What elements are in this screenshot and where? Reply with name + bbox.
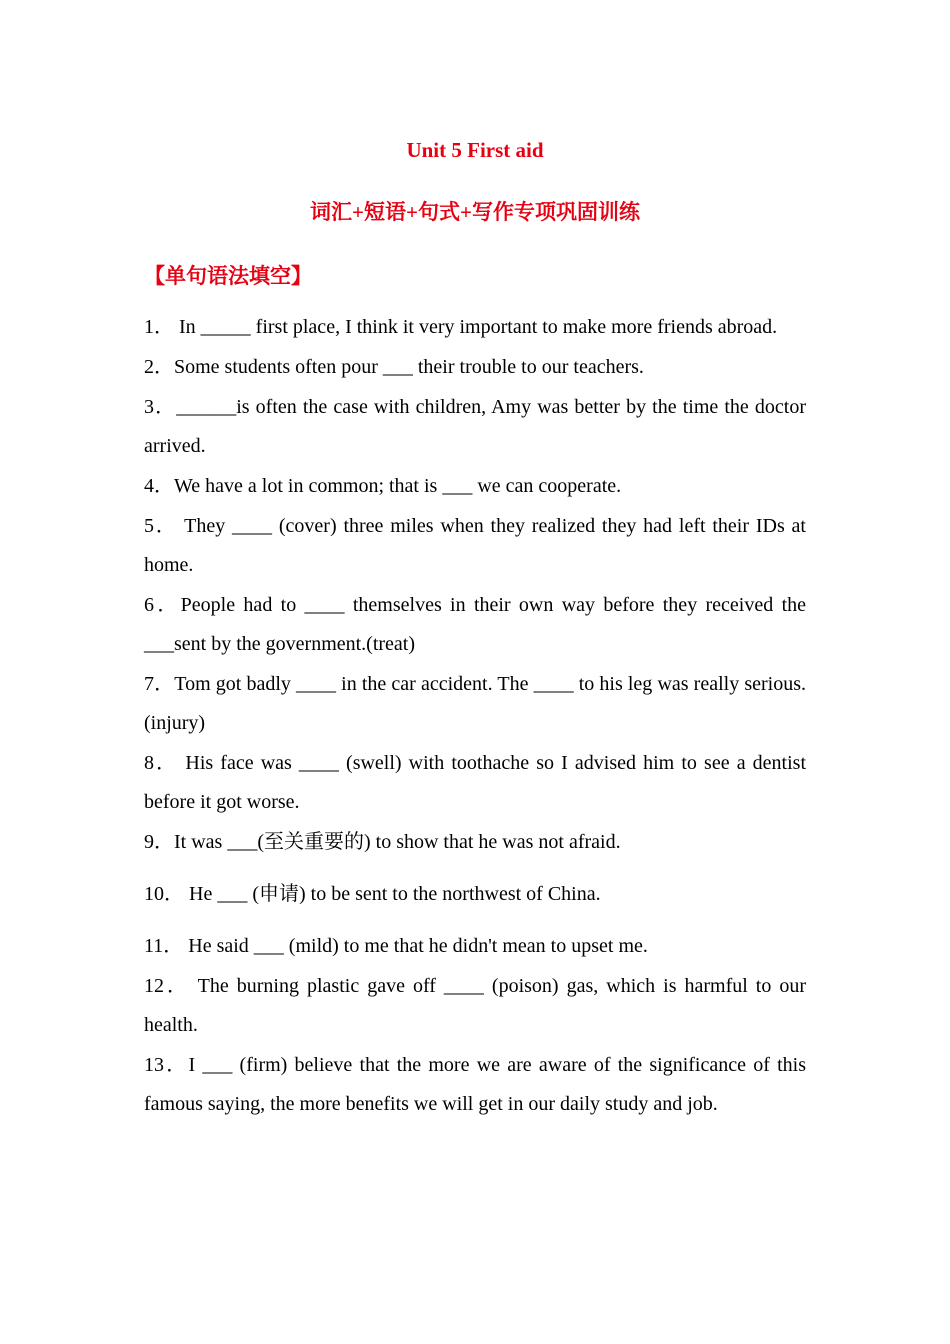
question-text: We have a lot in common; that is ___ we can cooperate. bbox=[174, 475, 622, 497]
question-number: 9． bbox=[144, 831, 174, 853]
question-item bbox=[144, 1046, 806, 1124]
question-text: His face was ____ (swell) with toothache so I advised him to see a dentist before it got worse. bbox=[144, 752, 807, 813]
question-number: 10． bbox=[144, 883, 184, 905]
section-heading: 【单句语法填空】 bbox=[144, 264, 312, 288]
question-number: 3． bbox=[144, 396, 177, 418]
question-item bbox=[144, 875, 806, 914]
question-number: 2． bbox=[144, 356, 174, 378]
question-number: 5． bbox=[144, 515, 178, 537]
question-number: 1． bbox=[144, 316, 174, 338]
question-item bbox=[144, 823, 806, 862]
question-text: The burning plastic gave off ____ (poison) gas, which is harmful to our health. bbox=[144, 975, 807, 1036]
question-text: He said ___ (mild) to me that he didn't mean to upset me. bbox=[188, 935, 648, 957]
question-number: 7． bbox=[144, 673, 175, 695]
question-text: People had to ____ themselves in their own way before they received the ___sent by the government.(treat) bbox=[144, 594, 807, 655]
question-list bbox=[144, 308, 806, 1125]
question-number: 12． bbox=[144, 975, 191, 997]
question-text: Some students often pour ___ their trouble to our teachers. bbox=[174, 356, 644, 378]
question-item bbox=[144, 308, 806, 347]
question-text: It was ___(至关重要的) to show that he was not afraid. bbox=[174, 831, 621, 853]
question-item bbox=[144, 348, 806, 387]
question-text: ______is often the case with children, Amy was better by the time the doctor arrived. bbox=[144, 396, 807, 457]
question-text: They ____ (cover) three miles when they realized they had left their IDs at home. bbox=[144, 515, 806, 576]
question-text: Tom got badly ____ in the car accident. The ____ to his leg was really serious.(injury) bbox=[144, 673, 806, 734]
question-number: 11． bbox=[144, 935, 184, 957]
question-number: 4． bbox=[144, 475, 174, 497]
question-text: I ___ (firm) believe that the more we are aware of the significance of this famous saying, the more benefits we will get in our daily study and job. bbox=[144, 1054, 806, 1115]
question-item bbox=[144, 967, 806, 1045]
question-item bbox=[144, 744, 806, 822]
question-text: He ___ (申请) to be sent to the northwest of China. bbox=[189, 883, 601, 905]
question-number: 8． bbox=[144, 752, 179, 774]
document-title: Unit 5 First aid bbox=[406, 138, 544, 162]
question-item bbox=[144, 507, 806, 585]
question-number: 13． bbox=[144, 1054, 189, 1076]
question-item bbox=[144, 467, 806, 506]
question-item bbox=[144, 927, 806, 966]
question-number: 6． bbox=[144, 594, 181, 616]
question-item bbox=[144, 665, 806, 743]
question-item bbox=[144, 388, 806, 466]
question-text: In _____ first place, I think it very important to make more friends abroad. bbox=[179, 316, 778, 338]
document-subtitle: 词汇+短语+句式+写作专项巩固训练 bbox=[310, 200, 640, 224]
question-item bbox=[144, 586, 806, 664]
